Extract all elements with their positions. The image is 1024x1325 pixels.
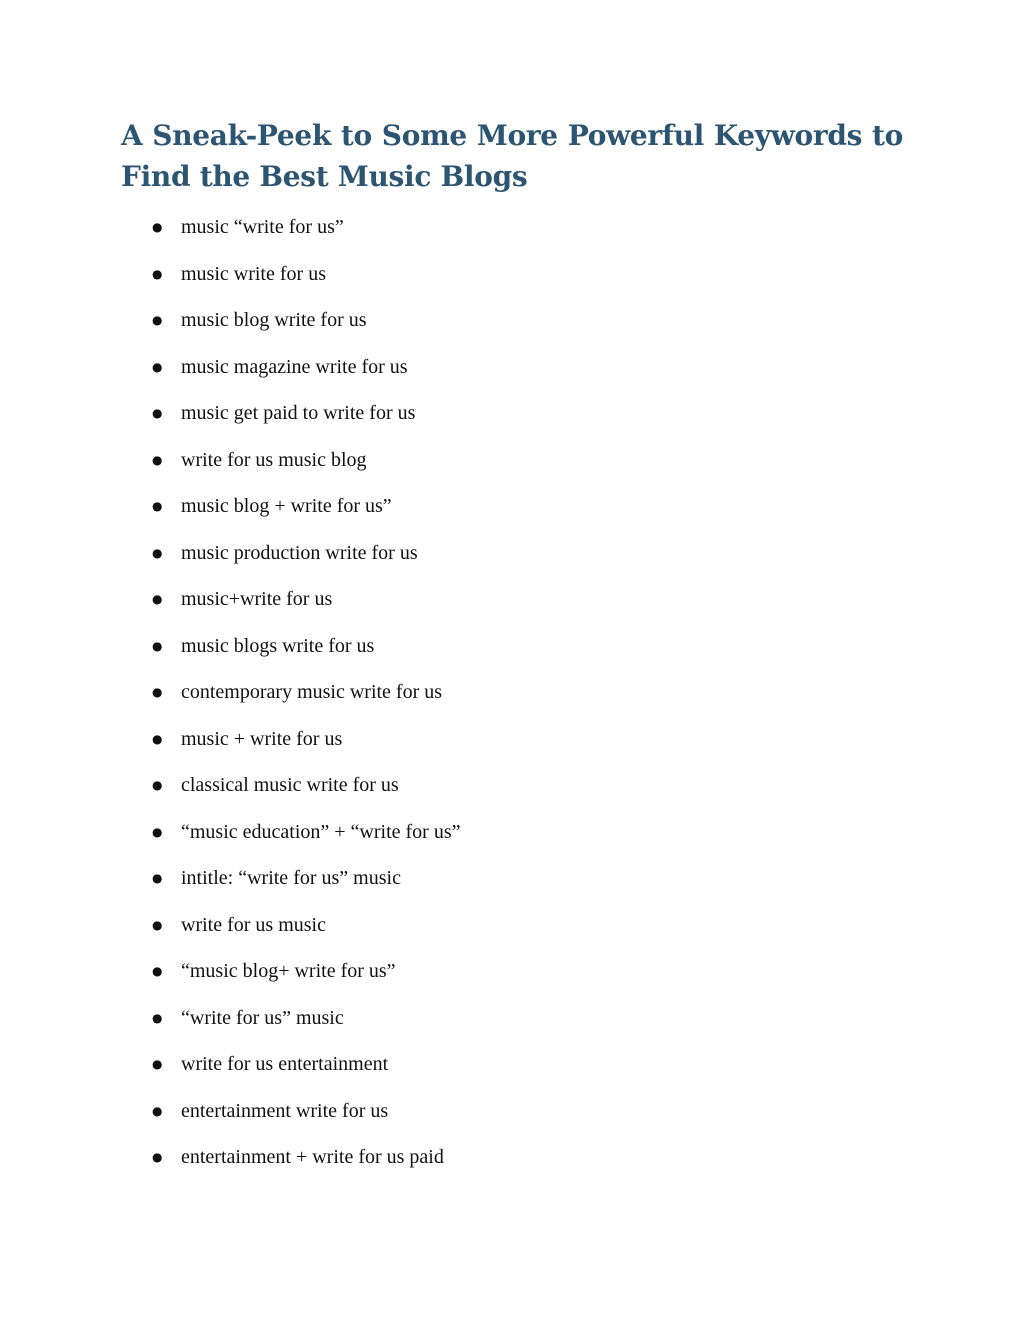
list-item xyxy=(0,576,1024,623)
page-heading: A Sneak-Peek to Some More Powerful Keywords to Find the Best Music Blogs xyxy=(121,119,903,193)
bullet-icon: ● xyxy=(152,499,163,513)
bullet-icon: ● xyxy=(152,313,163,327)
list-item xyxy=(0,716,1024,763)
keyword-text: write for us music blog xyxy=(181,448,367,471)
list-item xyxy=(0,530,1024,577)
list-item xyxy=(0,1134,1024,1181)
keyword-text: “music education” + “write for us” xyxy=(181,820,461,843)
bullet-icon: ● xyxy=(152,685,163,699)
list-item xyxy=(0,948,1024,995)
keyword-text: music “write for us” xyxy=(181,216,344,238)
bullet-icon: ● xyxy=(152,1010,163,1025)
list-item xyxy=(0,390,1024,437)
keyword-text: entertainment write for us xyxy=(181,1099,389,1122)
list-item xyxy=(0,855,1024,902)
keyword-text: music blog + write for us” xyxy=(181,495,392,517)
keyword-text: “music blog+ write for us” xyxy=(181,960,396,982)
bullet-icon: ● xyxy=(152,220,163,234)
bullet-icon: ● xyxy=(152,871,163,885)
list-item xyxy=(0,762,1024,809)
bullet-icon: ● xyxy=(152,778,163,792)
bullet-icon: ● xyxy=(152,1057,163,1071)
keyword-text: write for us entertainment xyxy=(181,1053,389,1075)
keyword-text: music magazine write for us xyxy=(181,355,408,378)
keyword-text: music get paid to write for us xyxy=(181,402,416,424)
list-item xyxy=(0,344,1024,391)
keyword-list xyxy=(0,204,1024,1181)
bullet-icon: ● xyxy=(152,731,163,746)
bullet-icon: ● xyxy=(152,359,163,374)
list-item xyxy=(0,251,1024,298)
keyword-text: music blogs write for us xyxy=(181,634,375,657)
bullet-icon: ● xyxy=(152,406,163,420)
keyword-text: music+write for us xyxy=(181,588,333,610)
keyword-text: intitle: “write for us” music xyxy=(181,867,401,889)
list-item xyxy=(0,483,1024,530)
list-item xyxy=(0,809,1024,856)
bullet-icon: ● xyxy=(152,1103,163,1118)
keyword-text: “write for us” music xyxy=(181,1006,344,1029)
list-item xyxy=(0,902,1024,949)
list-item xyxy=(0,669,1024,716)
bullet-icon: ● xyxy=(152,638,163,653)
list-item xyxy=(0,1041,1024,1088)
keyword-text: music blog write for us xyxy=(181,309,367,331)
bullet-icon: ● xyxy=(152,964,163,978)
keyword-text: classical music write for us xyxy=(181,774,399,796)
list-item xyxy=(0,623,1024,670)
keyword-text: entertainment + write for us paid xyxy=(181,1146,444,1168)
list-item xyxy=(0,1088,1024,1135)
keyword-text: music production write for us xyxy=(181,541,418,564)
bullet-icon: ● xyxy=(152,452,163,467)
bullet-icon: ● xyxy=(152,917,163,932)
bullet-icon: ● xyxy=(152,266,163,281)
keyword-text: contemporary music write for us xyxy=(181,681,443,703)
bullet-icon: ● xyxy=(152,545,163,560)
list-item xyxy=(0,995,1024,1042)
bullet-icon: ● xyxy=(152,824,163,839)
keyword-text: write for us music xyxy=(181,913,326,936)
list-item xyxy=(0,297,1024,344)
bullet-icon: ● xyxy=(152,592,163,606)
keyword-text: music + write for us xyxy=(181,727,343,750)
keyword-text: music write for us xyxy=(181,262,326,285)
list-item xyxy=(0,437,1024,484)
bullet-icon: ● xyxy=(152,1150,163,1164)
list-item xyxy=(0,204,1024,251)
